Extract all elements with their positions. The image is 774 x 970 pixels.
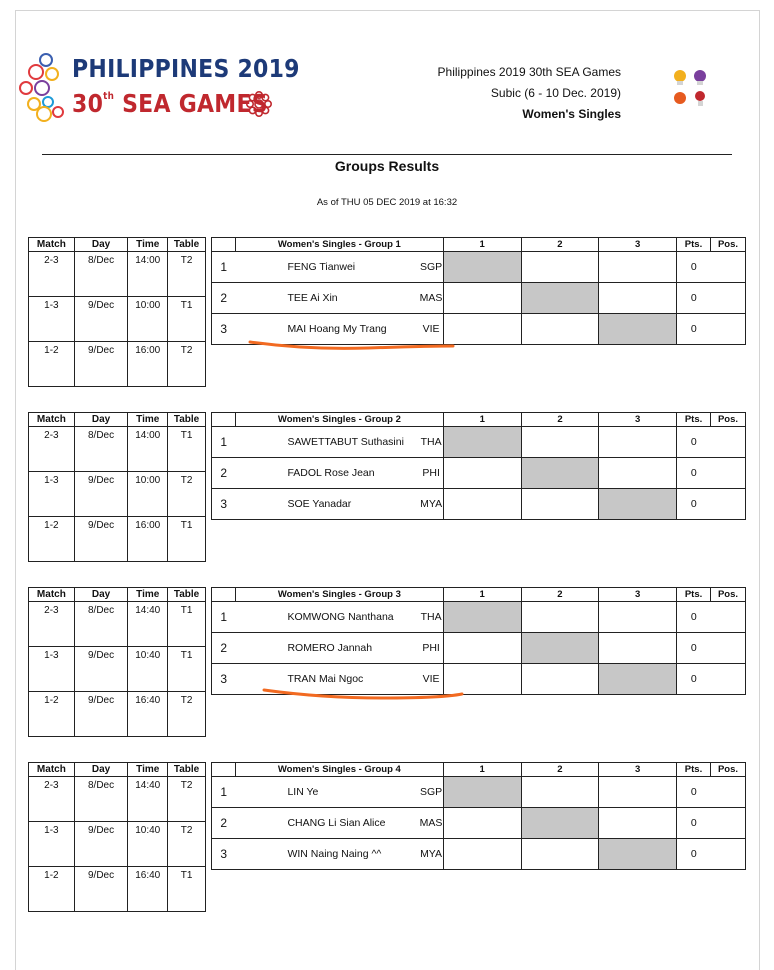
player-position bbox=[711, 489, 746, 520]
group-header-col-1: 1 bbox=[443, 413, 521, 427]
player-row bbox=[212, 427, 746, 458]
result-cell bbox=[443, 314, 521, 345]
schedule-time: 10:00 bbox=[128, 297, 168, 342]
group-header-col-1: 1 bbox=[443, 588, 521, 602]
result-cell bbox=[599, 777, 677, 808]
schedule-day: 9/Dec bbox=[74, 472, 128, 517]
player-name: FADOL Rose Jean bbox=[235, 458, 419, 489]
schedule-row bbox=[29, 427, 206, 472]
schedule-table: T1 bbox=[168, 427, 206, 472]
self-match-cell bbox=[521, 633, 599, 664]
result-cell bbox=[521, 777, 599, 808]
group-header-pts: Pts. bbox=[677, 763, 711, 777]
group-table-3 bbox=[211, 587, 746, 695]
result-cell bbox=[443, 808, 521, 839]
schedule-day: 9/Dec bbox=[74, 692, 128, 737]
player-row bbox=[212, 602, 746, 633]
player-country: PHI bbox=[419, 458, 443, 489]
player-position bbox=[711, 664, 746, 695]
group-table-1 bbox=[211, 237, 746, 345]
player-points: 0 bbox=[677, 427, 711, 458]
schedule-day: 9/Dec bbox=[74, 822, 128, 867]
result-cell bbox=[521, 314, 599, 345]
schedule-header-table: Table bbox=[168, 238, 206, 252]
schedule-table: T2 bbox=[168, 822, 206, 867]
player-points: 0 bbox=[677, 839, 711, 870]
group-header-col-1: 1 bbox=[443, 763, 521, 777]
player-name: FENG Tianwei bbox=[235, 252, 419, 283]
schedule-day: 9/Dec bbox=[74, 867, 128, 912]
result-cell bbox=[521, 427, 599, 458]
schedule-day: 8/Dec bbox=[74, 252, 128, 297]
self-match-cell bbox=[443, 252, 521, 283]
player-points: 0 bbox=[677, 633, 711, 664]
schedule-header-table: Table bbox=[168, 413, 206, 427]
group-header-pos: Pos. bbox=[711, 413, 746, 427]
player-row bbox=[212, 314, 746, 345]
player-country: MYA bbox=[419, 489, 443, 520]
schedule-row bbox=[29, 297, 206, 342]
player-number: 1 bbox=[212, 777, 236, 808]
schedule-header-match: Match bbox=[29, 588, 75, 602]
schedule-match: 1-2 bbox=[29, 342, 75, 387]
player-position bbox=[711, 602, 746, 633]
schedule-time: 14:40 bbox=[128, 602, 168, 647]
player-number: 1 bbox=[212, 602, 236, 633]
player-name: KOMWONG Nanthana bbox=[235, 602, 419, 633]
player-position bbox=[711, 633, 746, 664]
group-header-col-3: 3 bbox=[599, 238, 677, 252]
schedule-table: T1 bbox=[168, 297, 206, 342]
schedule-match: 2-3 bbox=[29, 602, 75, 647]
schedule-table: T2 bbox=[168, 342, 206, 387]
player-position bbox=[711, 427, 746, 458]
result-cell bbox=[599, 458, 677, 489]
schedule-day: 9/Dec bbox=[74, 517, 128, 562]
schedule-time: 14:40 bbox=[128, 777, 168, 822]
schedule-table: T1 bbox=[168, 867, 206, 912]
schedule-table: T2 bbox=[168, 472, 206, 517]
player-number: 2 bbox=[212, 633, 236, 664]
group-header-pts: Pts. bbox=[677, 413, 711, 427]
player-row bbox=[212, 283, 746, 314]
schedule-table: T1 bbox=[168, 602, 206, 647]
schedule-match: 1-3 bbox=[29, 472, 75, 517]
group-title: Women's Singles - Group 2 bbox=[235, 413, 443, 427]
table-tennis-icon bbox=[668, 66, 712, 110]
group-header-blank bbox=[212, 588, 236, 602]
schedule-time: 10:40 bbox=[128, 822, 168, 867]
player-points: 0 bbox=[677, 314, 711, 345]
player-name: MAI Hoang My Trang bbox=[235, 314, 419, 345]
result-cell bbox=[599, 808, 677, 839]
result-cell bbox=[599, 252, 677, 283]
schedule-row bbox=[29, 692, 206, 737]
player-position bbox=[710, 252, 745, 283]
event-venue-dates: Subic (6 - 10 Dec. 2019) bbox=[490, 86, 621, 100]
schedule-table: T2 bbox=[168, 692, 206, 737]
player-name: TEE Ai Xin bbox=[235, 283, 419, 314]
schedule-time: 14:00 bbox=[128, 252, 168, 297]
schedule-table: T2 bbox=[168, 777, 206, 822]
result-cell bbox=[521, 489, 599, 520]
logo-title: PHILIPPINES 2019 bbox=[72, 54, 300, 83]
group-title: Women's Singles - Group 1 bbox=[235, 238, 443, 252]
result-cell bbox=[443, 839, 521, 870]
self-match-cell bbox=[521, 283, 599, 314]
group-header-pos: Pos. bbox=[711, 588, 746, 602]
self-match-cell bbox=[521, 808, 599, 839]
page-title: Groups Results bbox=[334, 158, 440, 174]
group-header-pts: Pts. bbox=[677, 588, 711, 602]
schedule-row bbox=[29, 777, 206, 822]
group-title: Women's Singles - Group 3 bbox=[235, 588, 443, 602]
schedule-match: 2-3 bbox=[29, 427, 75, 472]
schedule-table-group-4 bbox=[28, 762, 206, 912]
schedule-table-group-3 bbox=[28, 587, 206, 737]
header-divider bbox=[42, 154, 732, 155]
player-row bbox=[212, 489, 746, 520]
player-country: MYA bbox=[419, 839, 443, 870]
result-cell bbox=[599, 427, 677, 458]
logo-subtitle bbox=[72, 89, 268, 118]
player-country: MAS bbox=[419, 283, 443, 314]
player-position bbox=[711, 458, 746, 489]
player-country: SGP bbox=[419, 777, 443, 808]
schedule-header-match: Match bbox=[29, 763, 75, 777]
player-points: 0 bbox=[677, 252, 711, 283]
logo-games-text: SEA GAMES bbox=[122, 89, 268, 118]
schedule-time: 16:00 bbox=[128, 342, 168, 387]
player-row bbox=[212, 458, 746, 489]
player-points: 0 bbox=[677, 777, 711, 808]
group-header-blank bbox=[212, 413, 236, 427]
player-country: THA bbox=[419, 602, 443, 633]
player-country: VIE bbox=[419, 314, 443, 345]
schedule-match: 1-3 bbox=[29, 297, 75, 342]
schedule-table-group-2 bbox=[28, 412, 206, 562]
result-cell bbox=[599, 283, 677, 314]
player-number: 3 bbox=[212, 839, 236, 870]
player-points: 0 bbox=[677, 458, 711, 489]
player-row bbox=[212, 252, 746, 283]
schedule-header-day: Day bbox=[74, 588, 128, 602]
player-points: 0 bbox=[677, 664, 711, 695]
player-number: 2 bbox=[212, 283, 236, 314]
result-cell bbox=[443, 489, 521, 520]
schedule-header-time: Time bbox=[128, 238, 168, 252]
player-name: SOE Yanadar bbox=[235, 489, 419, 520]
logo-number: 30 bbox=[72, 89, 104, 118]
player-row bbox=[212, 633, 746, 664]
player-position bbox=[710, 283, 745, 314]
player-country: PHI bbox=[419, 633, 443, 664]
group-header-pos: Pos. bbox=[710, 763, 745, 777]
player-number: 1 bbox=[212, 252, 236, 283]
schedule-match: 1-3 bbox=[29, 647, 75, 692]
schedule-table: T2 bbox=[168, 252, 206, 297]
schedule-day: 9/Dec bbox=[74, 297, 128, 342]
schedule-row bbox=[29, 252, 206, 297]
schedule-table: T1 bbox=[168, 517, 206, 562]
player-name: WIN Naing Naing ^^ bbox=[235, 839, 419, 870]
result-cell bbox=[443, 458, 521, 489]
schedule-match: 1-2 bbox=[29, 867, 75, 912]
group-table-4 bbox=[211, 762, 746, 870]
schedule-match: 1-2 bbox=[29, 517, 75, 562]
player-name: CHANG Li Sian Alice bbox=[235, 808, 419, 839]
schedule-time: 16:00 bbox=[128, 517, 168, 562]
group-header-col-1: 1 bbox=[443, 238, 521, 252]
self-match-cell bbox=[599, 489, 677, 520]
group-header-pts: Pts. bbox=[677, 238, 711, 252]
player-row bbox=[212, 808, 746, 839]
player-position bbox=[710, 314, 745, 345]
group-header-col-2: 2 bbox=[521, 413, 599, 427]
self-match-cell bbox=[521, 458, 599, 489]
schedule-day: 9/Dec bbox=[74, 342, 128, 387]
group-header-col-3: 3 bbox=[599, 588, 677, 602]
schedule-header-day: Day bbox=[74, 413, 128, 427]
schedule-row bbox=[29, 867, 206, 912]
player-row bbox=[212, 664, 746, 695]
schedule-header-time: Time bbox=[128, 413, 168, 427]
schedule-day: 9/Dec bbox=[74, 647, 128, 692]
group-header-col-3: 3 bbox=[599, 413, 677, 427]
schedule-header-time: Time bbox=[128, 763, 168, 777]
self-match-cell bbox=[599, 839, 677, 870]
group-header-pos: Pos. bbox=[710, 238, 745, 252]
player-number: 1 bbox=[212, 427, 236, 458]
sunburst-icon bbox=[245, 90, 273, 118]
self-match-cell bbox=[443, 427, 521, 458]
player-country: MAS bbox=[419, 808, 443, 839]
result-cell bbox=[443, 633, 521, 664]
event-category: Women's Singles bbox=[522, 107, 621, 121]
schedule-time: 16:40 bbox=[128, 867, 168, 912]
result-cell bbox=[443, 664, 521, 695]
schedule-row bbox=[29, 517, 206, 562]
schedule-match: 1-3 bbox=[29, 822, 75, 867]
result-cell bbox=[521, 252, 599, 283]
schedule-day: 8/Dec bbox=[74, 427, 128, 472]
player-points: 0 bbox=[677, 808, 711, 839]
event-info bbox=[438, 62, 621, 125]
player-number: 3 bbox=[212, 314, 236, 345]
schedule-time: 16:40 bbox=[128, 692, 168, 737]
schedule-header-day: Day bbox=[74, 238, 128, 252]
result-cell bbox=[599, 633, 677, 664]
schedule-header-match: Match bbox=[29, 238, 75, 252]
event-name: Philippines 2019 30th SEA Games bbox=[437, 65, 621, 79]
player-position bbox=[710, 777, 745, 808]
schedule-match: 1-2 bbox=[29, 692, 75, 737]
schedule-row bbox=[29, 647, 206, 692]
schedule-match: 2-3 bbox=[29, 777, 75, 822]
result-cell bbox=[521, 602, 599, 633]
schedule-time: 10:00 bbox=[128, 472, 168, 517]
schedule-time: 10:40 bbox=[128, 647, 168, 692]
group-header-col-3: 3 bbox=[599, 763, 677, 777]
schedule-table-group-1 bbox=[28, 237, 206, 387]
result-cell bbox=[521, 664, 599, 695]
player-country: THA bbox=[419, 427, 443, 458]
result-cell bbox=[443, 283, 521, 314]
player-position bbox=[710, 808, 745, 839]
logo-ordinal: th bbox=[103, 91, 115, 102]
schedule-table: T1 bbox=[168, 647, 206, 692]
player-points: 0 bbox=[677, 489, 711, 520]
group-header-blank bbox=[212, 763, 236, 777]
as-of-timestamp: As of THU 05 DEC 2019 at 16:32 bbox=[316, 197, 458, 208]
group-header-blank bbox=[212, 238, 236, 252]
player-country: SGP bbox=[419, 252, 443, 283]
player-name: TRAN Mai Ngoc bbox=[235, 664, 419, 695]
schedule-header-table: Table bbox=[168, 588, 206, 602]
schedule-header-time: Time bbox=[128, 588, 168, 602]
schedule-row bbox=[29, 822, 206, 867]
player-position bbox=[710, 839, 745, 870]
group-header-col-2: 2 bbox=[521, 238, 599, 252]
player-name: LIN Ye bbox=[235, 777, 419, 808]
result-cell bbox=[521, 839, 599, 870]
player-number: 3 bbox=[212, 664, 236, 695]
group-header-col-2: 2 bbox=[521, 588, 599, 602]
schedule-header-table: Table bbox=[168, 763, 206, 777]
player-country: VIE bbox=[419, 664, 443, 695]
schedule-time: 14:00 bbox=[128, 427, 168, 472]
schedule-row bbox=[29, 602, 206, 647]
player-number: 3 bbox=[212, 489, 236, 520]
player-name: ROMERO Jannah bbox=[235, 633, 419, 664]
schedule-day: 8/Dec bbox=[74, 602, 128, 647]
player-number: 2 bbox=[212, 458, 236, 489]
group-title: Women's Singles - Group 4 bbox=[235, 763, 443, 777]
schedule-day: 8/Dec bbox=[74, 777, 128, 822]
schedule-match: 2-3 bbox=[29, 252, 75, 297]
self-match-cell bbox=[443, 777, 521, 808]
player-number: 2 bbox=[212, 808, 236, 839]
group-table-2 bbox=[211, 412, 746, 520]
player-row bbox=[212, 777, 746, 808]
player-points: 0 bbox=[677, 283, 711, 314]
self-match-cell bbox=[599, 314, 677, 345]
player-points: 0 bbox=[677, 602, 711, 633]
player-name: SAWETTABUT Suthasini bbox=[235, 427, 419, 458]
sea-games-rings-logo bbox=[14, 50, 74, 130]
schedule-row bbox=[29, 472, 206, 517]
player-row bbox=[212, 839, 746, 870]
schedule-row bbox=[29, 342, 206, 387]
schedule-header-match: Match bbox=[29, 413, 75, 427]
group-header-col-2: 2 bbox=[521, 763, 599, 777]
self-match-cell bbox=[443, 602, 521, 633]
result-cell bbox=[599, 602, 677, 633]
schedule-header-day: Day bbox=[74, 763, 128, 777]
self-match-cell bbox=[599, 664, 677, 695]
